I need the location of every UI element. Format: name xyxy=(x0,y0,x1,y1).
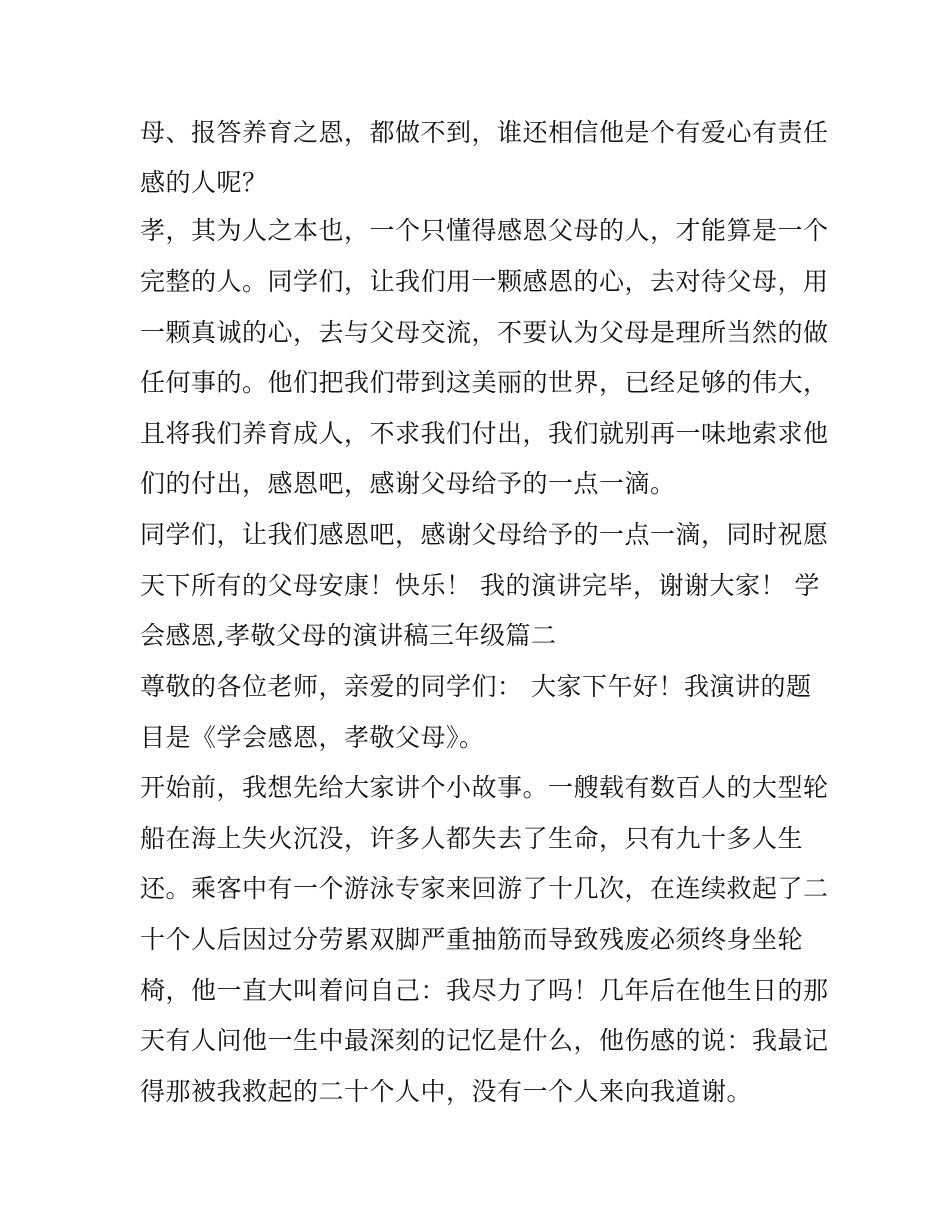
text-line: 椅，他一直大叫着问自己：我尽力了吗！几年后在他生日的那 xyxy=(140,976,829,1005)
text-line: 船在海上失火沉没，许多人都失去了生命，只有九十多人生 xyxy=(140,824,804,853)
text-line: 且将我们养育成人，不求我们付出，我们就别再一味地索求他 xyxy=(140,419,829,448)
text-line: 还。乘客中有一个游泳专家来回游了十几次，在连续救起了二 xyxy=(140,874,829,903)
text-line: 天下所有的父母安康！快乐！ 我的演讲完毕，谢谢大家！ 学 xyxy=(140,571,820,600)
text-line: 感的人呢？ xyxy=(140,168,268,197)
text-line: 母、报答养育之恩，都做不到，谁还相信他是个有爱心有责任 xyxy=(140,118,829,147)
text-line: 开始前，我想先给大家讲个小故事。一艘载有数百人的大型轮 xyxy=(140,773,829,802)
text-line: 目是《学会感恩，孝敬父母》。 xyxy=(140,723,485,752)
text-line: 十个人后因过分劳累双脚严重抽筋而导致残废必须终身坐轮 xyxy=(140,925,804,954)
text-line: 尊敬的各位老师，亲爱的同学们： 大家下午好！我演讲的题 xyxy=(140,672,812,701)
text-line: 完整的人。同学们，让我们用一颗感恩的心，去对待父母，用 xyxy=(140,267,829,296)
text-line: 天有人问他一生中最深刻的记忆是什么，他伤感的说：我最记 xyxy=(140,1026,829,1055)
text-line: 孝，其为人之本也，一个只懂得感恩父母的人，才能算是一个 xyxy=(140,216,829,245)
text-line: 同学们，让我们感恩吧，感谢父母给予的一点一滴，同时祝愿 xyxy=(140,520,829,549)
text-line: 们的付出，感恩吧，感谢父母给予的一点一滴。 xyxy=(140,469,676,498)
text-line: 得那被我救起的二十个人中，没有一个人来向我道谢。 xyxy=(140,1077,753,1106)
section-heading: 会感恩,孝敬父母的演讲稿三年级篇二 xyxy=(140,621,557,650)
text-line: 一颗真诚的心，去与父母交流，不要认为父母是理所当然的做 xyxy=(140,318,829,347)
text-line: 任何事的。他们把我们带到这美丽的世界，已经足够的伟大， xyxy=(140,368,829,397)
